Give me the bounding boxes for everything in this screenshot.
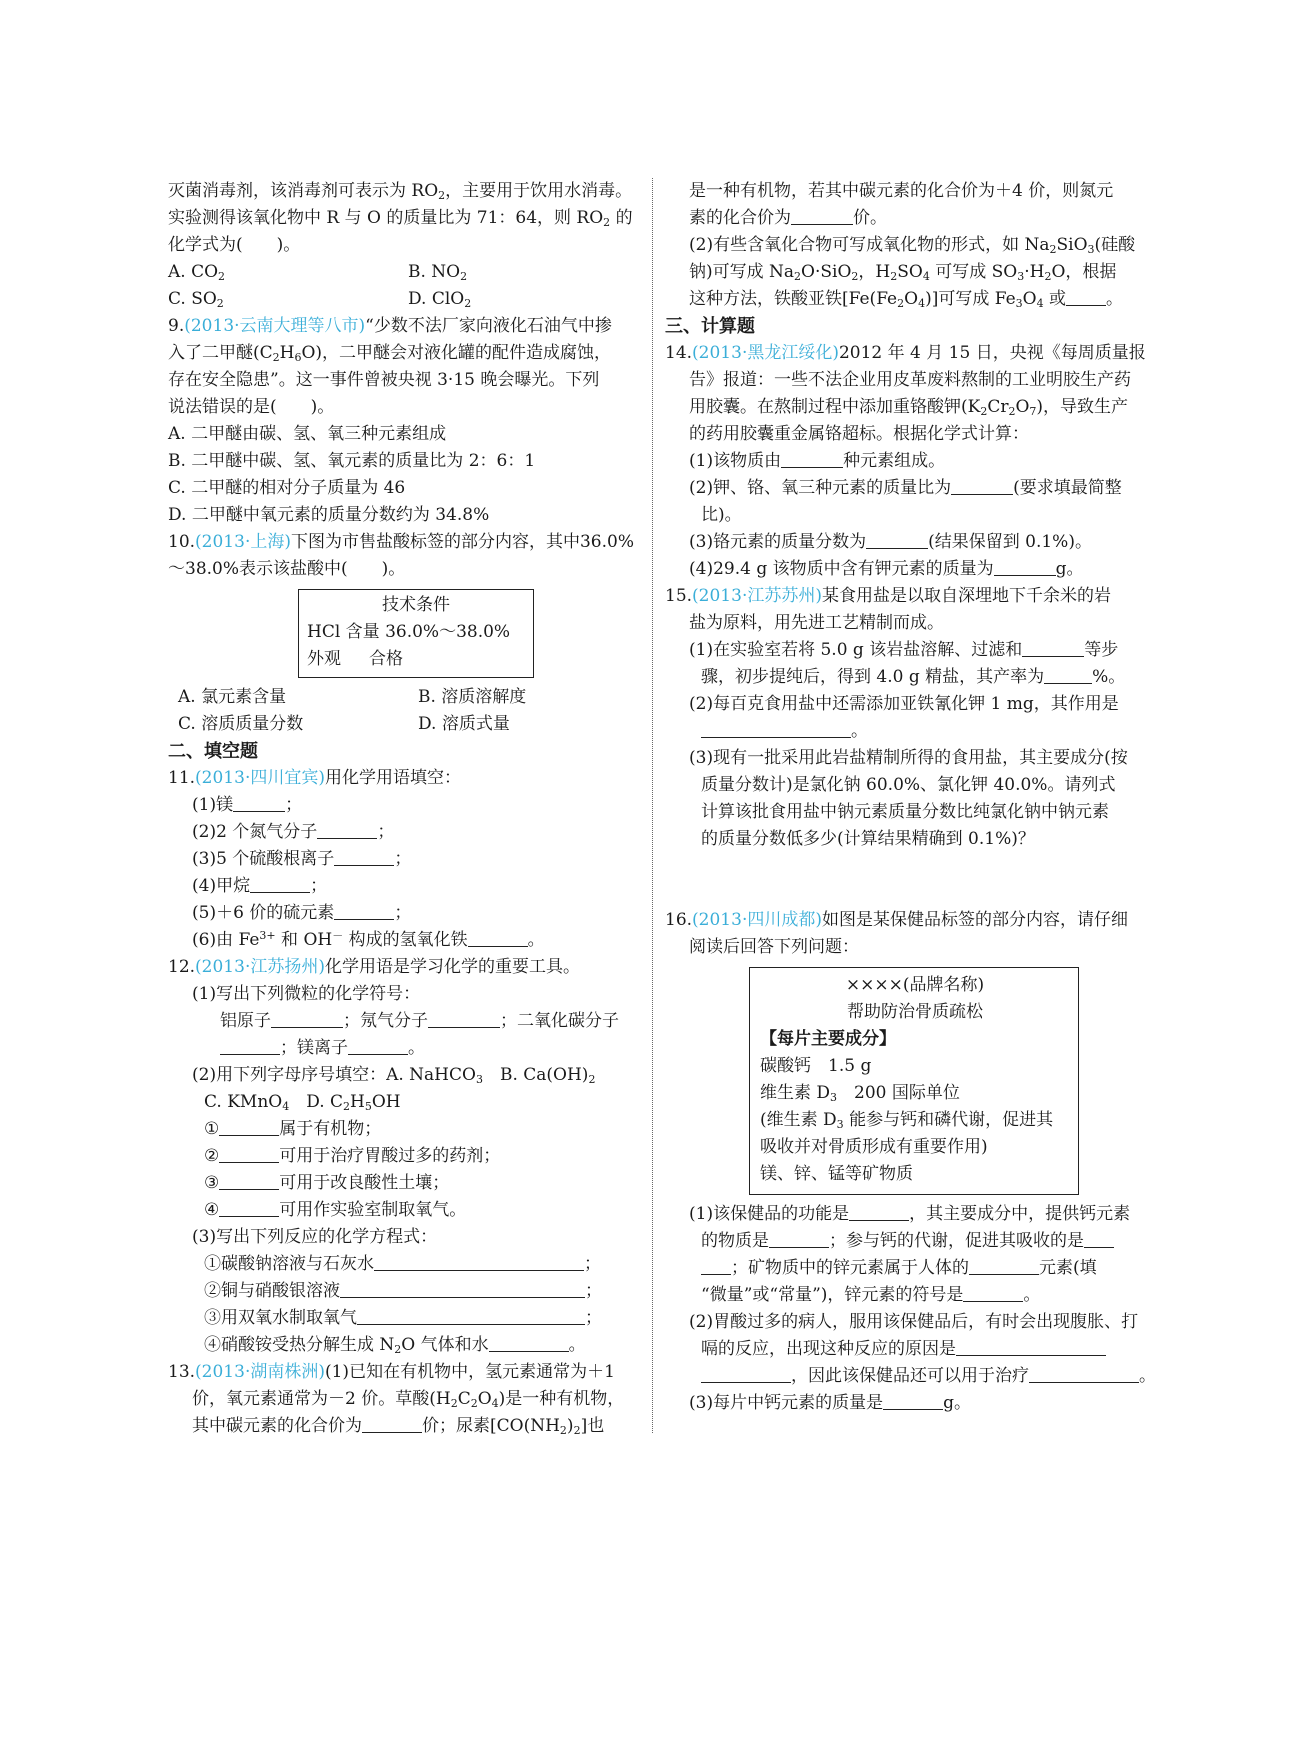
q13-part2-line: 钠)可写成 $Na_2O\cdot SiO_2$，$H_2SO_4$ 可写成 $SO_3\cdot H_2O$，根据 — [689, 262, 1117, 283]
q10-options: C. 溶质质量分数 D. 溶质式量 — [178, 714, 510, 734]
q12-stem: 12.(2013·江苏扬州)化学用语是学习化学的重要工具。 — [168, 957, 580, 977]
q12-part1-line: 铝原子 ；氖气分子 ；二氧化碳分子 — [220, 1011, 619, 1031]
q10-stem: 10.(2013·上海)下图为市售盐酸标签的部分内容，其中36.0% — [168, 532, 634, 552]
label-minerals: 镁、锌、锰等矿物质 — [760, 1164, 913, 1184]
q15-part: (1)在实验室若将 5.0 g 该岩盐溶解、过滤和 等步 — [689, 640, 1119, 660]
q11-source: (2013·四川宜宾) — [195, 768, 325, 788]
q12-part1-line: ；镁离子 。 — [168, 1035, 642, 1062]
right-column — [665, 178, 1156, 1417]
q13-part2: (2)有些含氧化合物可写成氧化物的形式，如 $Na_2SiO_3$(硅酸 — [689, 235, 1136, 256]
q8-stem-line: 化学式为( )。 — [168, 235, 301, 255]
q14-stem: 14.(2013·黑龙江绥化)2012 年 4 月 15 日，央视《每周质量报 — [665, 343, 1146, 363]
label-slogan: 帮助防治骨质疏松 — [847, 1002, 983, 1022]
hcl-label-row: 外观 合格 — [307, 649, 403, 669]
q12-part3-item: ③用双氧水制取氧气 ； — [204, 1308, 602, 1328]
q16-part-line: 嗝的反应，出现这种反应的原因是 — [665, 1336, 1150, 1363]
section-heading-calculation: 三、计算题 — [665, 316, 755, 337]
q12-part3-item: ④硝酸铵受热分解生成 $N_2O$ 气体和水 。 — [204, 1335, 586, 1356]
q12-part2-item: ① 属于有机物； — [204, 1119, 382, 1139]
q12-source: (2013·江苏扬州) — [195, 957, 325, 977]
label-section: 【每片主要成分】 — [760, 1029, 896, 1049]
label-ingredient: 维生素 $D_3$ 200 国际单位 — [760, 1083, 960, 1104]
q15-stem-line: 盐为原料，用先进工艺精制而成。 — [689, 613, 944, 633]
column-divider — [652, 178, 653, 1433]
q14-part: 比)。 — [701, 505, 742, 525]
q16-stem-line: 阅读后回答下列问题： — [689, 937, 859, 957]
q14-stem-line: 的药用胶囊重金属铬超标。根据化学式计算： — [689, 424, 1029, 444]
hcl-label-row: HCl 含量 36.0%～38.0% — [307, 622, 511, 642]
q11-item: (3)5 个硫酸根离子 ； — [192, 849, 412, 869]
q9-option: A. 二甲醚由碳、氢、氧三种元素组成 — [168, 424, 447, 444]
q16-stem: 16.(2013·四川成都)如图是某保健品标签的部分内容，请仔细 — [665, 910, 1128, 930]
q11-stem: 11.(2013·四川宜宾)用化学用语填空： — [168, 768, 461, 788]
q13-cont-line: 素的化合价为 价。 — [689, 208, 887, 228]
q9-option: B. 二甲醚中碳、氢、氧元素的质量比为 2：6：1 — [168, 451, 536, 471]
q16-part-line: “微量”或“常量”)，锌元素的符号是 。 — [701, 1285, 1041, 1305]
q9-stem-line: 存在安全隐患”。这一事件曾被央视 3·15 晚会曝光。下列 — [168, 370, 600, 390]
q16-part-line: ，因此该保健品还可以用于治疗 。 — [665, 1363, 1150, 1390]
q15-part-line: 计算该批食用盐中钠元素质量分数比纯氯化钠中钠元素 — [701, 802, 1109, 822]
q15-part-line: 。 — [665, 718, 1150, 745]
q14-part: (2)钾、铬、氧三种元素的质量比为 (要求填最简整 — [689, 478, 1122, 498]
q16-part: (2)胃酸过多的病人，服用该保健品后，有时会出现腹胀、打 — [689, 1312, 1139, 1332]
q15-stem: 15.(2013·江苏苏州)某食用盐是以取自深埋地下千余米的岩 — [665, 586, 1111, 606]
section-heading-fill-in: 二、填空题 — [168, 741, 258, 762]
q12-part2-item: ③ 可用于改良酸性土壤； — [204, 1173, 450, 1193]
q14-source: (2013·黑龙江绥化) — [692, 343, 839, 363]
q14-stem-line: 用胶囊。在熬制过程中添加重铬酸钾$(K_2Cr_2O_7)$，导致生产 — [689, 397, 1129, 418]
q10-stem-line: ～38.0%表示该盐酸中( )。 — [168, 559, 406, 579]
hcl-label-title: 技术条件 — [382, 595, 450, 615]
label-ingredient: 碳酸钙 1.5 g — [760, 1056, 872, 1076]
q12-part1: (1)写出下列微粒的化学符号： — [192, 984, 421, 1004]
q16-source: (2013·四川成都) — [692, 910, 822, 930]
q12-part2-options: C. KMnO$_4$ D. $C_2H_5OH$ — [204, 1092, 401, 1113]
q11-item: (6)由 $Fe^{3+}$ 和 OH－ 构成的氢氧化铁 。 — [192, 929, 545, 950]
q8-stem-line: 灭菌消毒剂，该消毒剂可表示为 $RO_2$，主要用于饮用水消毒。 — [168, 181, 633, 202]
q9-stem: 9.(2013·云南大理等八市)“少数不法厂家向液化石油气中掺 — [168, 316, 612, 336]
q14-part: (4)29.4 g 该物质中含有钾元素的质量为 g。 — [689, 559, 1084, 579]
q12-part2-item: ④ 可用作实验室制取氧气。 — [204, 1200, 467, 1220]
q12-part3: (3)写出下列反应的化学方程式： — [192, 1227, 438, 1247]
q13-stem-line: 其中碳元素的化合价为 价；尿素$[CO(NH_2)_2]$也 — [192, 1416, 605, 1437]
q14-part: (1)该物质由 种元素组成。 — [689, 451, 946, 471]
q16-part: (1)该保健品的功能是 ，其主要成分中，提供钙元素 — [689, 1204, 1131, 1224]
q16-part-line: ；矿物质中的锌元素属于人体的 元素(填 — [665, 1255, 1150, 1282]
q11-item: (4)甲烷 ； — [192, 876, 328, 896]
q9-option: C. 二甲醚的相对分子质量为 46 — [168, 478, 406, 498]
q16-part: (3)每片中钙元素的质量是 g。 — [689, 1393, 971, 1413]
q14-stem-line: 告》报道：一些不法企业用皮革废料熬制的工业明胶生产药 — [689, 370, 1131, 390]
q12-part2: (2)用下列字母序号填空：A. NaHCO$_3$ B. $Ca(OH)_2$ — [192, 1065, 596, 1086]
label-brand: ××××(品牌名称) — [845, 975, 985, 995]
q15-source: (2013·江苏苏州) — [692, 586, 822, 606]
q15-part: (2)每百克食用盐中还需添加亚铁氰化钾 1 mg，其作用是 — [689, 694, 1119, 714]
q11-item: (5)＋6 价的硫元素 ； — [192, 903, 412, 923]
supplement-label-box — [749, 967, 1079, 1195]
q12-part3-item: ②铜与硝酸银溶液 ； — [204, 1281, 602, 1301]
label-note: (维生素 $D_3$ 能参与钙和磷代谢，促进其 — [760, 1110, 1054, 1131]
hcl-label-box — [298, 589, 534, 678]
q12-part2-item: ② 可用于治疗胃酸过多的药剂； — [204, 1146, 501, 1166]
q14-part: (3)铬元素的质量分数为 (结果保留到 0.1%)。 — [689, 532, 1092, 552]
q9-source: (2013·云南大理等八市) — [184, 316, 366, 336]
q15-part-line: 质量分数计)是氯化钠 60.0%、氯化钾 40.0%。请列式 — [701, 775, 1116, 795]
q10-options: A. 氯元素含量 B. 溶质溶解度 — [178, 687, 527, 707]
q15-part: (3)现有一批采用此岩盐精制所得的食用盐，其主要成分(按 — [689, 748, 1128, 768]
q9-stem-line: 入了二甲醚$(C_2H_6O)$，二甲醚会对液化罐的配件造成腐蚀， — [168, 343, 612, 364]
q15-part-line: 的质量分数低多少(计算结果精确到 0.1%)？ — [701, 829, 1035, 849]
left-column — [168, 178, 642, 1440]
label-note: 吸收并对骨质形成有重要作用) — [760, 1137, 988, 1157]
q12-part3-item: ①碳酸钠溶液与石灰水 ； — [204, 1254, 601, 1274]
q8-options: A. $CO_2$ B. $NO_2$ — [168, 262, 468, 283]
q9-stem-line: 说法错误的是( )。 — [168, 397, 335, 417]
q8-stem-line: 实验测得该氧化物中 R 与 O 的质量比为 71：64，则 $RO_2$ 的 — [168, 208, 633, 229]
q8-options: C. $SO_2$ D. ClO$_2$ — [168, 289, 472, 310]
q13-stem: 13.(2013·湖南株洲)(1)已知在有机物中，氢元素通常为＋1 — [168, 1362, 615, 1382]
q15-part-line: 骤，初步提纯后，得到 4.0 g 精盐，其产率为 %。 — [701, 667, 1126, 687]
q13-source: (2013·湖南株洲) — [195, 1362, 325, 1382]
q9-option: D. 二甲醚中氧元素的质量分数约为 34.8% — [168, 505, 490, 525]
q16-part-line: 的物质是 ；参与钙的代谢，促进其吸收的是 — [665, 1228, 1150, 1255]
q13-cont-line: 是一种有机物，若其中碳元素的化合价为＋4 价，则氮元 — [689, 181, 1114, 201]
q11-item: (2)2 个氮气分子 ； — [192, 822, 395, 842]
q13-part2-line: 这种方法，铁酸亚铁$[Fe(Fe_2O_4)]$可写成 $Fe_3O_4$ 或 。 — [689, 289, 1124, 310]
q10-source: (2013·上海) — [195, 532, 291, 552]
answer-space — [665, 853, 1150, 907]
q13-stem-line: 价，氧元素通常为－2 价。草酸$(H_2C_2O_4)$是一种有机物， — [192, 1389, 625, 1410]
q11-item: (1)镁 ； — [192, 795, 303, 815]
